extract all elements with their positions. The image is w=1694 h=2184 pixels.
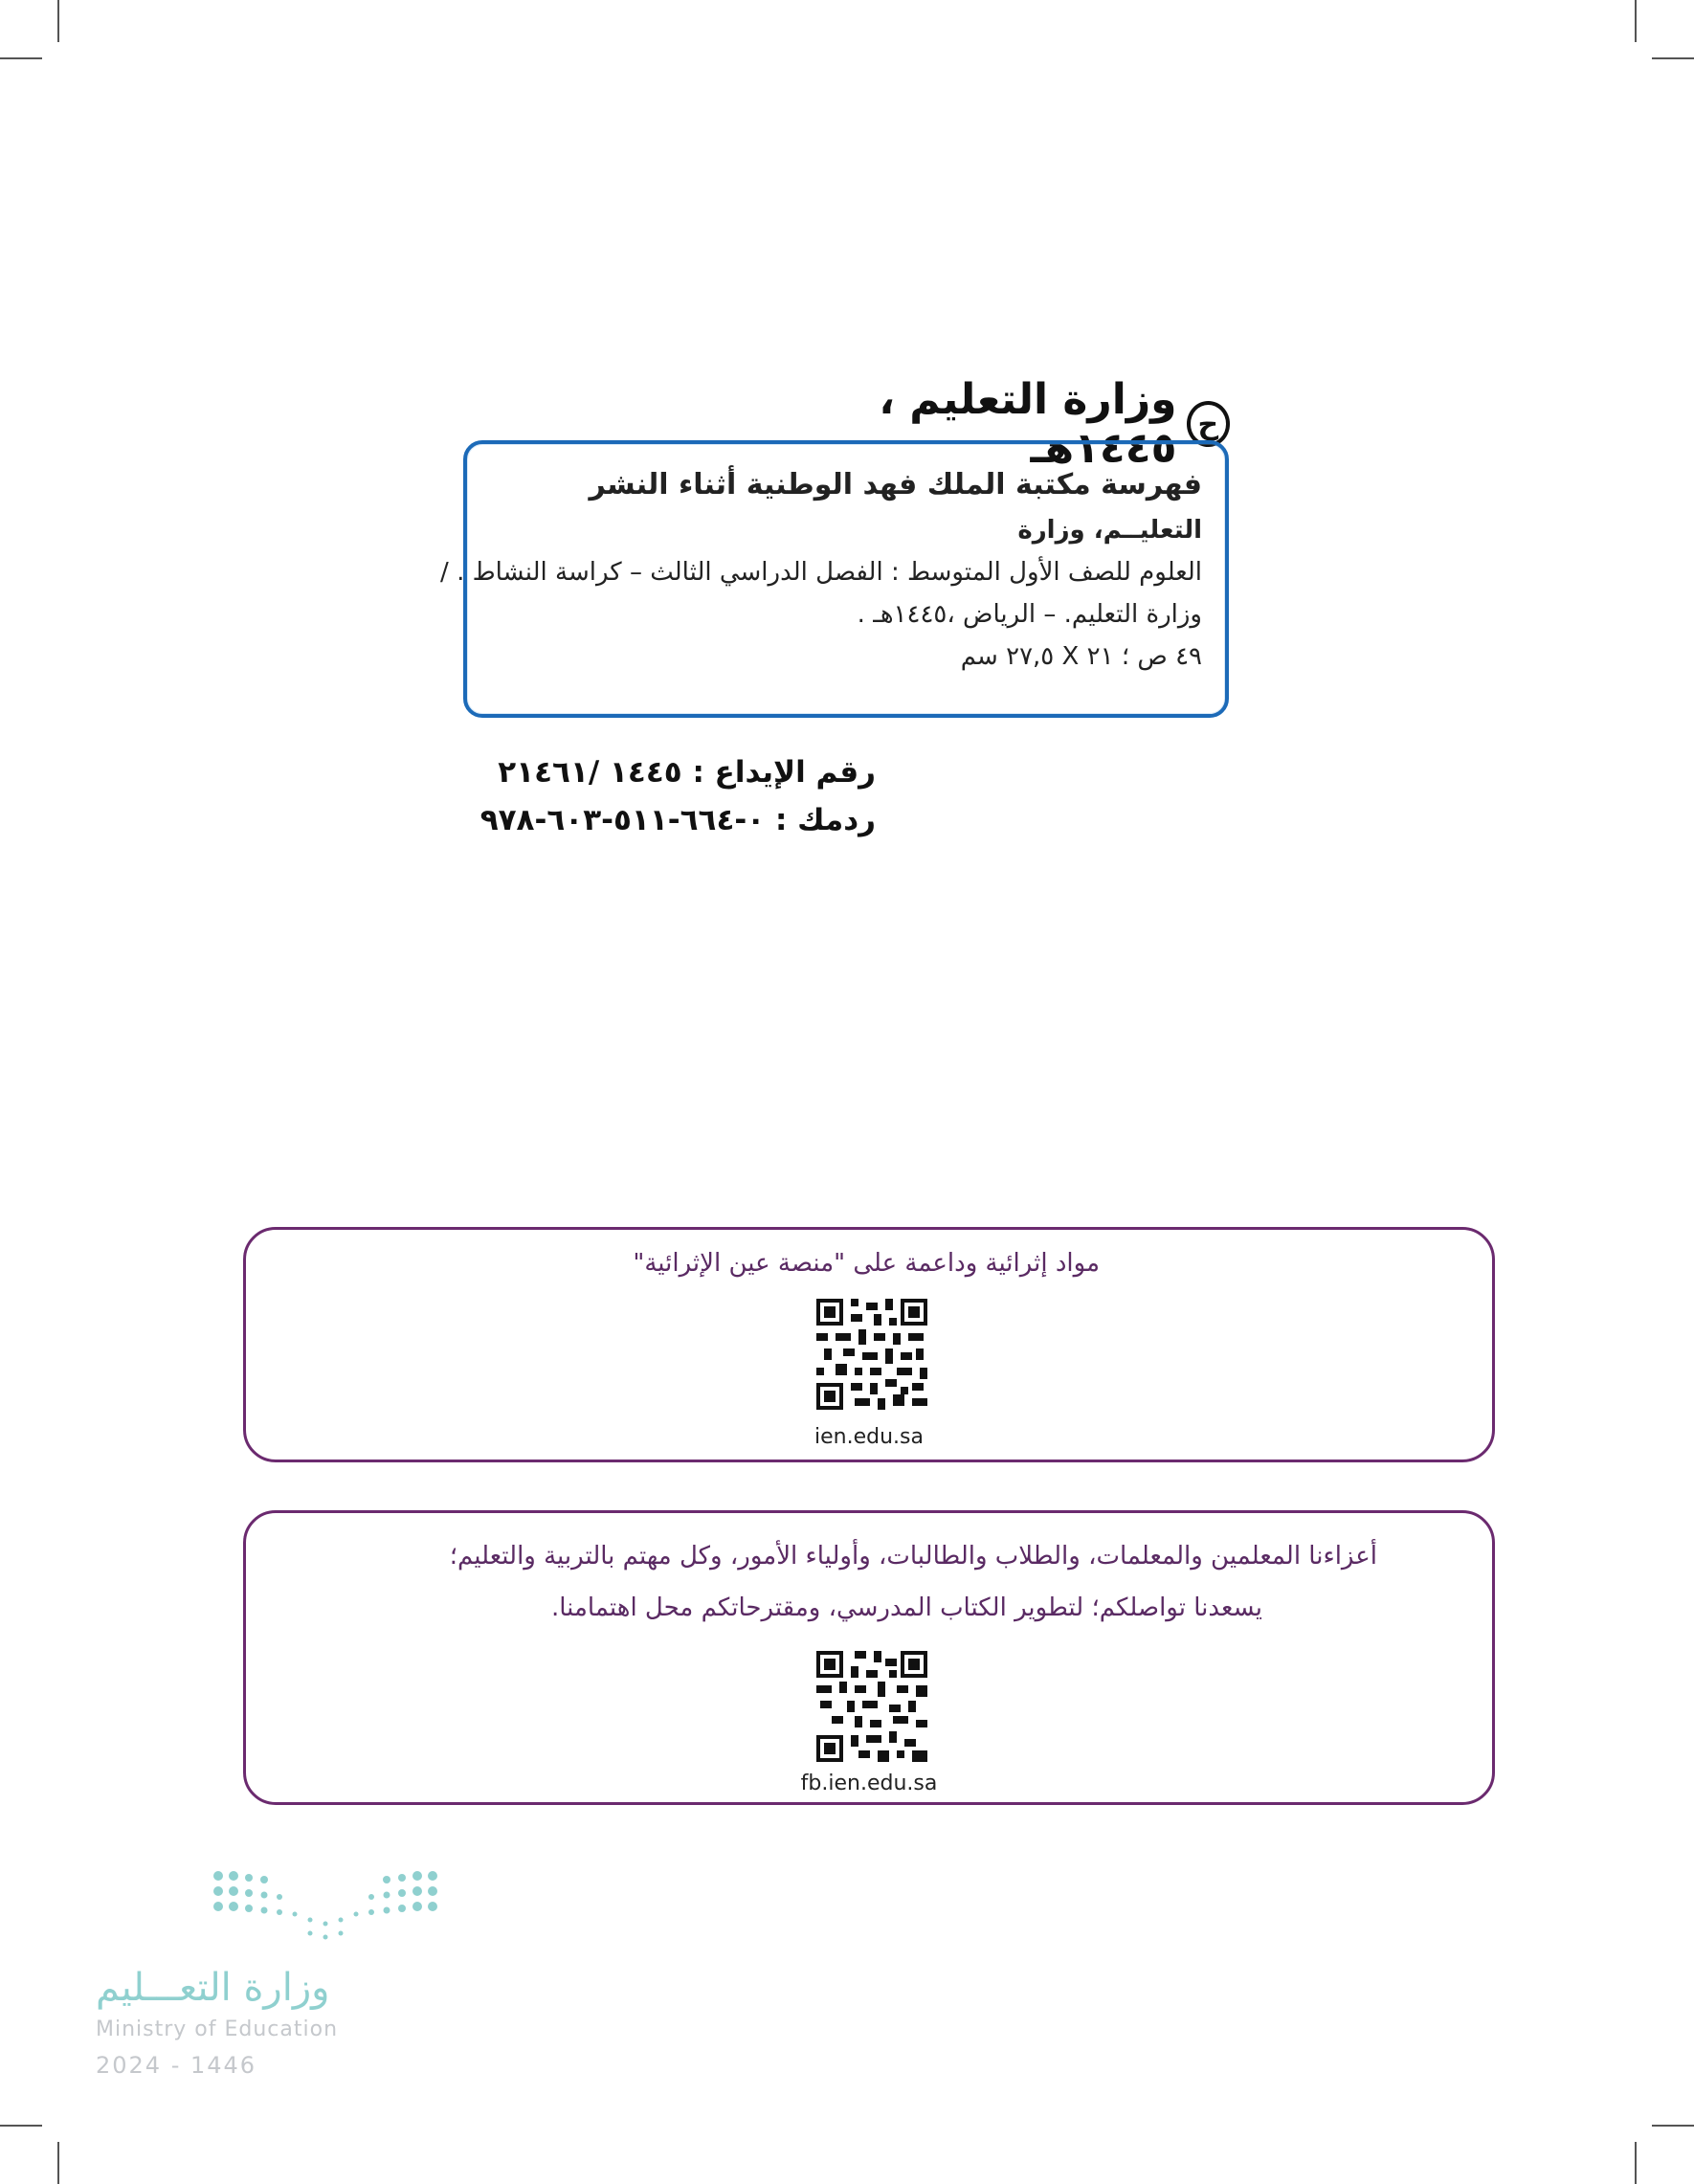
catalog-author: التعليــم، وزارة bbox=[1017, 516, 1202, 545]
deposit-number: رقم الإيداع : ١٤٤٥ /٢١٤٦١ bbox=[498, 755, 876, 790]
crop-mark bbox=[1635, 0, 1637, 42]
isbn-number: ردمك : ٠-٦٦٤-٥١١-٦٠٣-٩٧٨ bbox=[479, 803, 876, 837]
qr-code-icon[interactable] bbox=[816, 1299, 927, 1410]
crop-mark bbox=[57, 0, 59, 42]
crop-mark bbox=[1652, 57, 1694, 59]
copyright-text: وزارة التعليم ، ١٤٤٥هـ bbox=[879, 375, 1177, 473]
ministry-year: 2024 - 1446 bbox=[96, 2052, 257, 2079]
crop-mark bbox=[1635, 2142, 1637, 2184]
catalog-line-3: ٤٩ ص ؛ ٢١ X ٢٧,٥ سم bbox=[960, 642, 1202, 671]
feedback-box bbox=[243, 1510, 1495, 1805]
deposit-info bbox=[459, 748, 876, 844]
ien-url[interactable]: ien.edu.sa bbox=[814, 1425, 924, 1449]
feedback-url[interactable]: fb.ien.edu.sa bbox=[800, 1772, 938, 1795]
catalog-title: فهرسة مكتبة الملك فهد الوطنية أثناء النشر bbox=[589, 468, 1202, 501]
feedback-line-2: يسعدنا تواصلكم؛ لتطوير الكتاب المدرسي، ومقترحاتكم محل اهتمامنا. bbox=[550, 1593, 1262, 1622]
ien-message: مواد إثرائية وداعمة على "منصة عين الإثرائية" bbox=[633, 1249, 1100, 1278]
copyright-symbol: ح bbox=[1187, 401, 1231, 447]
catalog-line-2: وزارة التعليم. – الرياض ،١٤٤٥هـ . bbox=[857, 600, 1202, 629]
ministry-name-arabic: وزارة التعـــليم bbox=[96, 1966, 330, 2010]
crop-mark bbox=[1652, 2125, 1694, 2127]
qr-code-icon[interactable] bbox=[816, 1651, 927, 1762]
crop-mark bbox=[0, 57, 42, 59]
ien-platform-box bbox=[243, 1227, 1495, 1462]
crop-mark bbox=[0, 2125, 42, 2127]
catalog-line-1: العلوم للصف الأول المتوسط : الفصل الدراسي الثالث – كراسة النشاط . / bbox=[440, 558, 1202, 587]
crop-mark bbox=[57, 2142, 59, 2184]
ministry-logo-icon bbox=[211, 1868, 450, 1945]
feedback-line-1: أعزاءنا المعلمين والمعلمات، والطلاب والطالبات، وأولياء الأمور، وكل مهتم بالتربية والتعليم؛ bbox=[449, 1542, 1377, 1571]
catalog-box bbox=[440, 440, 1229, 718]
ministry-name-english: Ministry of Education bbox=[96, 2017, 339, 2041]
